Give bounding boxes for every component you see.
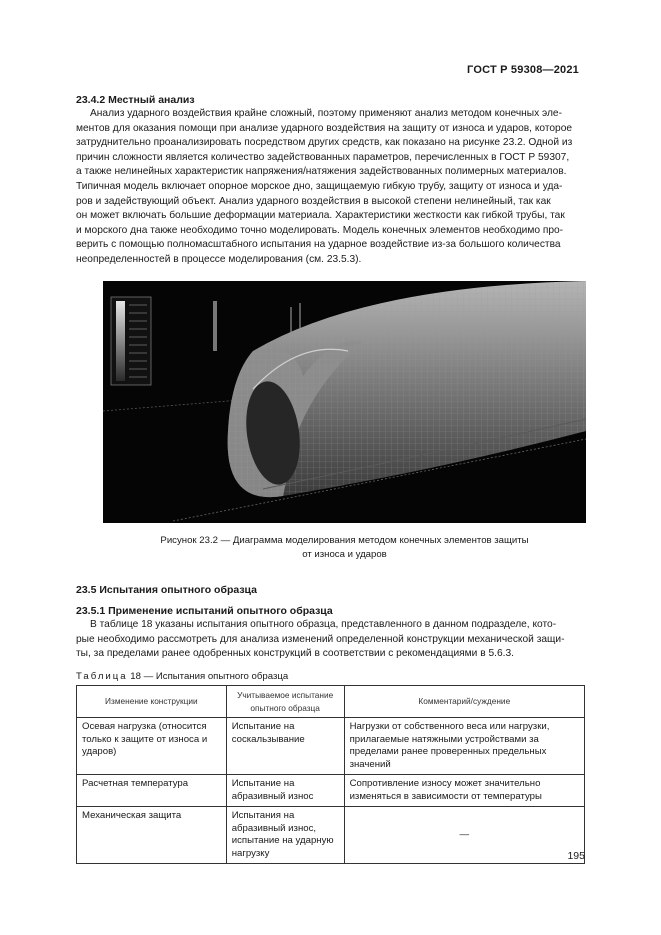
table-title-text: 18 — Испытания опытного образца xyxy=(130,671,289,682)
paragraph-line: рые необходимо рассмотреть для анализа изменений определенной конструкции механической защи- xyxy=(76,633,565,645)
column-header: Комментарий/суждение xyxy=(344,686,584,718)
figure-caption xyxy=(103,534,586,562)
paragraph-line: причин сложности является количество задействованных параметров, перечисленных в ГОСТ Р 59307, xyxy=(76,151,570,163)
paragraph-line: он может включать большие деформации материала. Характеристики жесткости как гибкой трубы, так xyxy=(76,210,565,222)
table-cell: Осевая нагрузка (относится только к защите от износа и ударов) xyxy=(77,718,227,775)
page-number: 195 xyxy=(567,850,585,862)
section-heading-local-analysis: 23.4.2 Местный анализ xyxy=(76,94,195,106)
paragraph-line: верить с помощью полномасштабного испытания на ударное воздействие из-за большого количества xyxy=(76,239,561,251)
fem-mesh-image xyxy=(103,281,586,523)
section-heading-application: 23.5.1 Применение испытаний опытного образца xyxy=(76,605,333,617)
paragraph-line: Типичная модель включает опорное морское дно, защищаемую гибкую трубу, защиту от износа и уда- xyxy=(76,180,563,192)
table-cell: — xyxy=(344,807,584,864)
figure-caption-line: от износа и ударов xyxy=(302,549,387,560)
table-cell: Испытание на соскальзывание xyxy=(226,718,344,775)
column-header: Изменение конструкции xyxy=(77,686,227,718)
table-cell: Испытание на абразивный износ xyxy=(226,775,344,807)
paragraph-line: ров и задействующий объект. Анализ ударного воздействия в высокой степени нелинейный, так как xyxy=(76,195,551,207)
table-cell: Расчетная температура xyxy=(77,775,227,807)
table-cell: Сопротивление износу может значительно изменяться в зависимости от температуры xyxy=(344,775,584,807)
local-analysis-paragraph xyxy=(76,107,581,268)
table-title-prefix: Таблица xyxy=(76,671,128,682)
paragraph-line: а также нелинейных характеристик напряжения/натяжения задействованных полимерных материалов. xyxy=(76,166,567,178)
table-header-row xyxy=(77,686,585,718)
paragraph-line: ты, за пределами ранее одобренных конструкций в соответствии с рекомендациями в 5.6.3. xyxy=(76,648,514,660)
figure-caption-line: Рисунок 23.2 — Диаграмма моделирования методом конечных элементов защиты xyxy=(160,535,529,546)
document-code: ГОСТ Р 59308—2021 xyxy=(467,64,579,76)
paragraph-line: неопределенностей в процессе моделирования (см. 23.5.3). xyxy=(76,253,362,265)
table-row xyxy=(77,775,585,807)
paragraph-line: ментов для оказания помощи при анализе ударного воздействия на защиту от износа и ударов, которое xyxy=(76,122,573,134)
table-cell: Испытания на абразивный износ, испытание на ударную нагрузку xyxy=(226,807,344,864)
table-cell: Механическая защита xyxy=(77,807,227,864)
paragraph-line: затруднительно проанализировать посредством других средств, как показано на рисунке 23.2. Одной из xyxy=(76,137,573,149)
paragraph-line: В таблице 18 указаны испытания опытного образца, представленного в данном подразделе, кото- xyxy=(90,619,557,630)
table-row xyxy=(77,718,585,775)
paragraph-line: Анализ ударного воздействия крайне сложный, поэтому применяют анализ методом конечных эле- xyxy=(90,108,562,119)
paragraph-line: и морского дна также необходимо точно моделировать. Модель конечных элементов необходимо про- xyxy=(76,224,564,236)
table-title xyxy=(76,671,288,682)
fem-model-figure xyxy=(103,281,586,523)
application-paragraph xyxy=(76,618,581,662)
table-row xyxy=(77,807,585,864)
column-header: Учитываемое испытание опытного образца xyxy=(226,686,344,718)
section-heading-prototype-tests: 23.5 Испытания опытного образца xyxy=(76,584,257,596)
prototype-tests-table xyxy=(76,685,585,864)
table-cell: Нагрузки от собственного веса или нагрузки, прилагаемые натяжными устройствами за пределами ранее проверенных предельных значений xyxy=(344,718,584,775)
